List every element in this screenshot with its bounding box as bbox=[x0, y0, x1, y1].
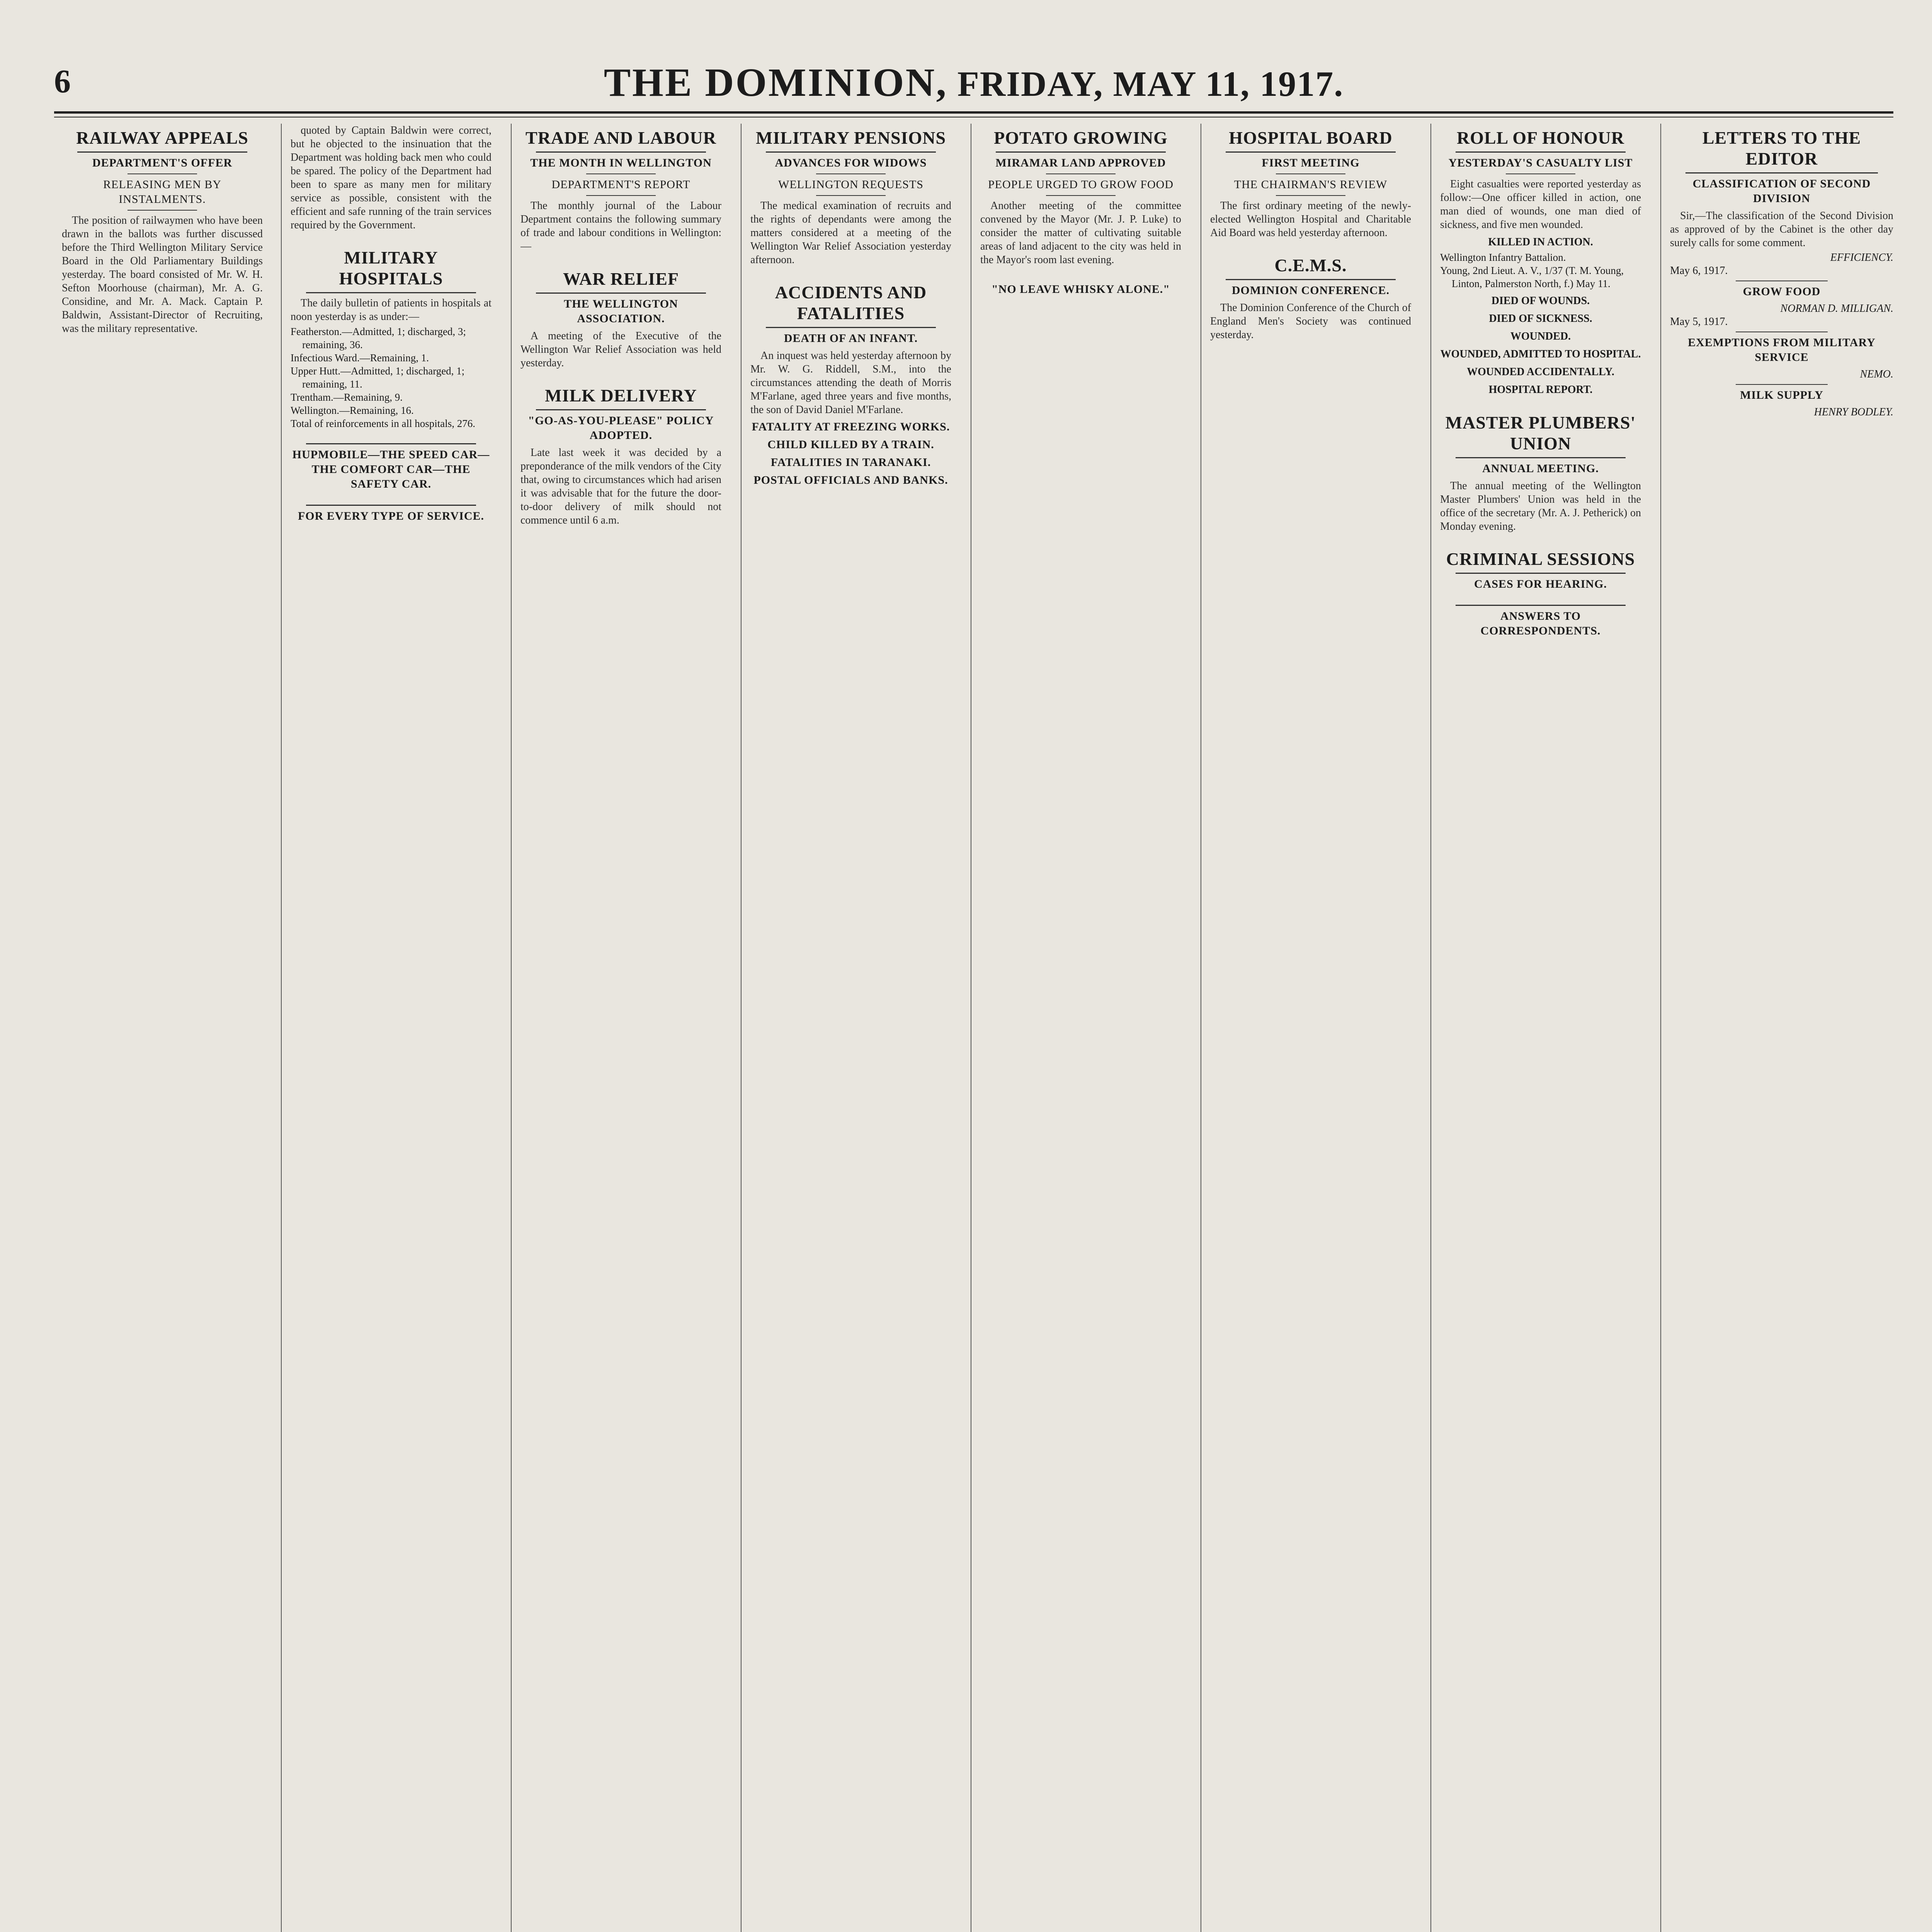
milk-delivery-article bbox=[520, 385, 721, 527]
headline: MILITARY HOSPITALS bbox=[339, 248, 443, 288]
divider bbox=[1736, 384, 1828, 385]
accidents-article bbox=[750, 282, 951, 488]
subheadline: CASES FOR HEARING. bbox=[1474, 578, 1607, 590]
hospital-list bbox=[291, 325, 492, 430]
military-pensions-article bbox=[750, 128, 951, 267]
divider bbox=[128, 210, 197, 211]
signoff: EFFICIENCY. bbox=[1830, 252, 1893, 264]
casualty-list bbox=[1440, 251, 1641, 290]
roll-of-honour-article bbox=[1440, 128, 1641, 397]
article-body-continued bbox=[291, 124, 492, 232]
republic-advert bbox=[291, 505, 492, 524]
article-body bbox=[980, 199, 1181, 267]
headline: TRADE AND LABOUR bbox=[526, 128, 716, 148]
subheadline: FIRST MEETING bbox=[1262, 156, 1360, 169]
article-body bbox=[1210, 199, 1411, 240]
lead-paragraph: The monthly journal of the Labour Department contains the following summary of trade and labour conditions in Wellington:— bbox=[520, 200, 721, 252]
letter-date: May 6, 1917. bbox=[1670, 265, 1728, 277]
subheadline: THE MONTH IN WELLINGTON bbox=[530, 156, 712, 169]
divider bbox=[1046, 195, 1116, 196]
list-item: Wellington.—Remaining, 16. bbox=[291, 405, 414, 416]
divider bbox=[1456, 573, 1626, 574]
subheadline: CLASSIFICATION OF SECOND DIVISION bbox=[1692, 177, 1871, 205]
deck: RELEASING MEN BY INSTALMENTS. bbox=[103, 178, 221, 206]
lead-paragraph: The annual meeting of the Wellington Master Plumbers' Union was held in the office of the secretary (Mr. A. J. Petherick) on Monday evening. bbox=[1440, 480, 1641, 532]
lead-paragraph: The Dominion Conference of the Church of England Men's Society was continued yesterday. bbox=[1210, 302, 1411, 341]
divider bbox=[816, 195, 886, 196]
headline: MASTER PLUMBERS' UNION bbox=[1445, 413, 1636, 453]
criminal-sessions-article bbox=[1440, 549, 1641, 592]
deck: THE CHAIRMAN'S REVIEW bbox=[1234, 178, 1388, 191]
signoff: NORMAN D. MILLIGAN. bbox=[1780, 303, 1893, 315]
divider bbox=[1276, 173, 1345, 174]
hospital-board-article bbox=[1210, 128, 1411, 240]
list-heading: HOSPITAL REPORT. bbox=[1488, 384, 1593, 396]
column-8 bbox=[1670, 124, 1893, 1932]
subheadline: YESTERDAY'S CASUALTY LIST bbox=[1448, 156, 1633, 169]
masthead-title bbox=[54, 60, 1893, 105]
column-3 bbox=[520, 124, 721, 1932]
columns bbox=[54, 124, 1893, 1932]
masthead-rule bbox=[54, 111, 1893, 114]
divider bbox=[306, 443, 476, 444]
signoff: NEMO. bbox=[1860, 368, 1893, 380]
list-item: Infectious Ward.—Remaining, 1. bbox=[291, 352, 429, 364]
subheadline: EXEMPTIONS FROM MILITARY SERVICE bbox=[1688, 336, 1876, 364]
lead-paragraph: Sir,—The classification of the Second Division as approved of by the Cabinet is the other day surely calls for some comment. bbox=[1670, 210, 1893, 249]
list-heading: DIED OF WOUNDS. bbox=[1491, 295, 1590, 307]
masthead bbox=[54, 58, 1893, 104]
subheadline: DEPARTMENT'S OFFER bbox=[92, 156, 233, 169]
list-item: Featherston.—Admitted, 1; discharged, 3; remaining, 36. bbox=[291, 326, 466, 350]
article-body bbox=[62, 214, 263, 335]
column-1 bbox=[62, 124, 263, 1932]
whisky-advert bbox=[980, 282, 1181, 297]
divider bbox=[1276, 195, 1345, 196]
issue-date: FRIDAY, MAY 11, 1917. bbox=[957, 64, 1344, 104]
divider bbox=[1506, 173, 1575, 174]
hupmobile-advert bbox=[291, 443, 492, 492]
paper-name: THE DOMINION, bbox=[604, 60, 948, 105]
lead-paragraph: An inquest was held yesterday afternoon by Mr. W. G. Riddell, S.M., into the circumstances attending the death of Morris M'Farlane, aged three years and five months, the son of David Daniel M'Farlane. bbox=[750, 350, 951, 416]
divider bbox=[1046, 173, 1116, 174]
article-body bbox=[750, 199, 951, 267]
subheadline: ANNUAL MEETING. bbox=[1482, 462, 1599, 475]
list-heading: KILLED IN ACTION. bbox=[1488, 236, 1593, 248]
lead-paragraph: Late last week it was decided by a preponderance of the milk vendors of the City that, owing to circumstances which had arisen it was advisable that for the future the door-to-door delivery of milk should not commence until 6 a.m. bbox=[520, 447, 721, 526]
list-item: Wellington Infantry Battalion. bbox=[1440, 252, 1566, 263]
divider bbox=[536, 293, 706, 294]
column-4 bbox=[750, 124, 951, 1932]
subheadline: DEATH OF AN INFANT. bbox=[784, 332, 918, 345]
article-body bbox=[520, 446, 721, 527]
lead-paragraph: The medical examination of recruits and the rights of dependants were among the matters considered at a meeting of the Wellington War Relief Association yesterday afternoon. bbox=[750, 200, 951, 266]
advert-headline: HUPMOBILE—THE SPEED CAR—THE COMFORT CAR—THE SAFETY CAR. bbox=[292, 448, 490, 490]
subheadline: MILK SUPPLY bbox=[1740, 389, 1823, 401]
article-body bbox=[520, 199, 721, 253]
divider bbox=[816, 173, 886, 174]
divider bbox=[536, 151, 706, 153]
article-body bbox=[520, 329, 721, 370]
subheadline: CHILD KILLED BY A TRAIN. bbox=[767, 438, 934, 451]
lead-paragraph: A meeting of the Executive of the Wellington War Relief Association was held yesterday. bbox=[520, 330, 721, 369]
deck: WELLINGTON REQUESTS bbox=[778, 178, 923, 191]
answers-article bbox=[1440, 605, 1641, 638]
divider bbox=[1685, 172, 1878, 173]
lead-paragraph: Eight casualties were reported yesterday as follow:—One officer killed in action, one man died of wounds, one man died of sickness, and five men wounded. bbox=[1440, 178, 1641, 231]
lead-paragraph: The position of railwaymen who have been drawn in the ballots was further discussed before the Third Wellington Military Service Board in the Old Parliamentary Buildings yesterday. The board consisted of Mr. W. H. Sefton Moorhouse (chairman), Mr. A. G. Considine, and Mr. A. Mack. Captain P. Baldwin, Assistant-Director of Recruiting, was the military representative. bbox=[62, 214, 263, 335]
lead-paragraph: Another meeting of the committee convened by the Mayor (Mr. J. P. Luke) to consider the matter of cultivating suitable areas of land adjacent to the city was held in the Mayor's room last evening. bbox=[980, 200, 1181, 266]
column-2 bbox=[291, 124, 492, 1932]
divider bbox=[586, 195, 656, 196]
divider bbox=[1456, 605, 1626, 606]
railway-appeals-article bbox=[62, 128, 263, 335]
headline: RAILWAY APPEALS bbox=[76, 128, 248, 148]
list-item: Trentham.—Remaining, 9. bbox=[291, 391, 403, 403]
article-body bbox=[750, 349, 951, 417]
divider bbox=[306, 505, 476, 506]
deck: PEOPLE URGED TO GROW FOOD bbox=[988, 178, 1174, 191]
subheadline: "GO-AS-YOU-PLEASE" POLICY ADOPTED. bbox=[528, 414, 714, 442]
lead-paragraph: The daily bulletin of patients in hospitals at noon yesterday is as under:— bbox=[291, 297, 492, 323]
subheadline: FATALITY AT FREEZING WORKS. bbox=[752, 420, 950, 433]
advert-headline: FOR EVERY TYPE OF SERVICE. bbox=[298, 510, 484, 522]
subheadline: ANSWERS TO CORRESPONDENTS. bbox=[1480, 610, 1601, 637]
subheadline: POSTAL OFFICIALS AND BANKS. bbox=[753, 474, 948, 486]
divider bbox=[766, 327, 936, 328]
subheadline: MIRAMAR LAND APPROVED bbox=[995, 156, 1166, 169]
signoff: HENRY BODLEY. bbox=[1814, 406, 1893, 418]
war-relief-article bbox=[520, 269, 721, 370]
headline: POTATO GROWING bbox=[994, 128, 1168, 148]
subheadline: DOMINION CONFERENCE. bbox=[1231, 284, 1390, 297]
subheadline: THE WELLINGTON ASSOCIATION. bbox=[564, 298, 678, 325]
divider bbox=[766, 151, 936, 153]
divider bbox=[1226, 151, 1396, 153]
article-body bbox=[1670, 209, 1893, 250]
divider bbox=[996, 151, 1166, 153]
divider bbox=[1456, 457, 1626, 458]
headline: ACCIDENTS AND FATALITIES bbox=[775, 282, 927, 323]
headline: LETTERS TO THE EDITOR bbox=[1702, 128, 1861, 168]
divider bbox=[536, 409, 706, 410]
column-6 bbox=[1210, 124, 1411, 1932]
page-number: 6 bbox=[54, 63, 71, 100]
letters-article bbox=[1670, 128, 1893, 419]
headline: C.E.M.S. bbox=[1274, 255, 1347, 275]
headline: MILITARY PENSIONS bbox=[755, 128, 946, 148]
continued-paragraph: quoted by Captain Baldwin were correct, but he objected to the insinuation that the Department was holding back men who could be spared. The policy of the Department had been to spare as many men for military service as possible, consistent with the efficient and safe running of the train services required by the Government. bbox=[291, 124, 492, 231]
list-heading: WOUNDED. bbox=[1510, 330, 1571, 342]
cems-article bbox=[1210, 255, 1411, 342]
deck: DEPARTMENT'S REPORT bbox=[551, 178, 690, 191]
master-plumbers-article bbox=[1440, 412, 1641, 533]
divider bbox=[1226, 279, 1396, 280]
military-hospitals-article bbox=[291, 247, 492, 430]
article-body bbox=[291, 296, 492, 323]
headline: HOSPITAL BOARD bbox=[1229, 128, 1393, 148]
list-item: Upper Hutt.—Admitted, 1; discharged, 1; remaining, 11. bbox=[291, 365, 465, 390]
advert-headline: "NO LEAVE WHISKY ALONE." bbox=[992, 283, 1170, 296]
divider bbox=[306, 292, 476, 293]
subheadline: GROW FOOD bbox=[1743, 285, 1821, 298]
column-7 bbox=[1440, 124, 1641, 1932]
potato-growing-article bbox=[980, 128, 1181, 267]
lead-paragraph: The first ordinary meeting of the newly-elected Wellington Hospital and Charitable Aid Board was held yesterday afternoon. bbox=[1210, 200, 1411, 239]
article-body bbox=[1210, 301, 1411, 342]
headline: CRIMINAL SESSIONS bbox=[1446, 549, 1635, 569]
list-heading: DIED OF SICKNESS. bbox=[1489, 313, 1592, 325]
divider bbox=[1456, 151, 1626, 153]
column-5 bbox=[980, 124, 1181, 1932]
divider bbox=[128, 173, 197, 174]
list-item: Young, 2nd Lieut. A. V., 1/37 (T. M. Young, Linton, Palmerston North, f.) May 11. bbox=[1440, 265, 1624, 289]
headline: WAR RELIEF bbox=[563, 269, 679, 289]
headline: ROLL OF HONOUR bbox=[1457, 128, 1624, 148]
list-heading: WOUNDED, ADMITTED TO HOSPITAL. bbox=[1440, 348, 1641, 360]
letter-date: May 5, 1917. bbox=[1670, 316, 1728, 328]
list-item: Total of reinforcements in all hospitals, 276. bbox=[291, 418, 475, 429]
subheadline: ADVANCES FOR WIDOWS bbox=[775, 156, 927, 169]
divider bbox=[586, 173, 656, 174]
article-body bbox=[1440, 479, 1641, 533]
divider bbox=[77, 151, 247, 153]
list-heading: WOUNDED ACCIDENTALLY. bbox=[1467, 366, 1614, 378]
headline: MILK DELIVERY bbox=[545, 386, 697, 405]
article-body bbox=[1440, 177, 1641, 231]
subheadline: FATALITIES IN TARANAKI. bbox=[770, 456, 931, 469]
trade-labour-article bbox=[520, 128, 721, 253]
